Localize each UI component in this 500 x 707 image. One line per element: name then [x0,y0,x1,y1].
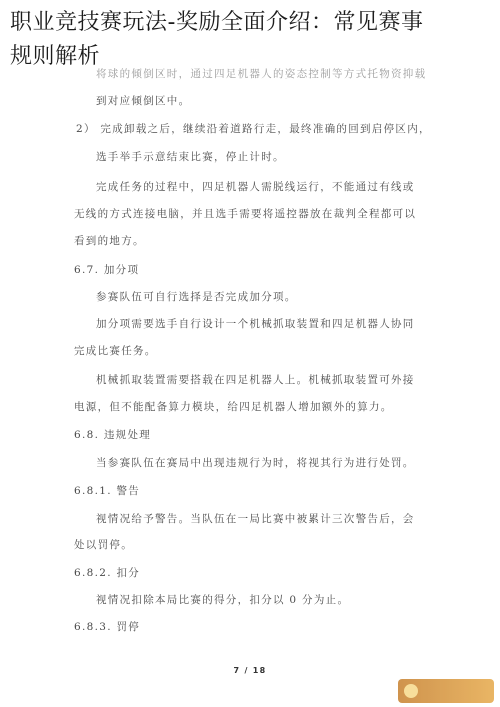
body-line: 加分项需要选手自行设计一个机械抓取装置和四足机器人协同 [96,318,415,330]
page-number: 7 / 18 [233,666,267,675]
section-heading: 6.8. 违规处理 [74,429,152,441]
body-line: 当参赛队伍在赛局中出现违规行为时，将视其行为进行处罚。 [96,457,415,469]
body-line: 视情况给予警告。当队伍在一局比赛中被累计三次警告后，会 [96,513,415,525]
body-line: 到对应倾倒区中。 [96,95,191,107]
body-line: 电源，但不能配备算力模块，给四足机器人增加额外的算力。 [74,401,393,413]
body-line: 2） 完成卸载之后，继续沿着道路行走，最终准确的回到启停区内， [76,123,431,135]
headline-line-1: 职业竞技赛玩法-奖励全面介绍：常见赛事 [10,10,424,35]
body-line: 无线的方式连接电脑，并且选手需要将遥控器放在裁判全程都可以 [74,208,417,220]
section-heading: 6.8.1. 警告 [74,485,141,497]
section-heading: 6.7. 加分项 [74,264,140,276]
section-heading: 6.8.3. 罚停 [74,621,141,633]
body-line: 处以罚停。 [74,539,133,551]
body-line: 选手举手示意结束比赛，停止计时。 [96,151,285,163]
body-line: 参赛队伍可自行选择是否完成加分项。 [96,291,297,303]
body-line: 机械抓取装置需要搭载在四足机器人上。机械抓取装置可外接 [96,374,415,386]
section-heading: 6.8.2. 扣分 [74,567,141,579]
article-headline [10,6,494,74]
body-line: 看到的地方。 [74,235,145,247]
body-line: 完成比赛任务。 [74,345,157,357]
body-line: 完成任务的过程中，四足机器人需脱线运行，不能通过有线或 [96,181,415,193]
headline-line-2: 规则解析 [10,44,101,69]
watermark-logo [398,679,494,703]
body-line: 视情况扣除本局比赛的得分，扣分以 0 分为止。 [96,594,350,606]
body-line: 将球的倾倒区时，通过四足机器人的姿态控制等方式托物资抑载 [96,68,427,80]
